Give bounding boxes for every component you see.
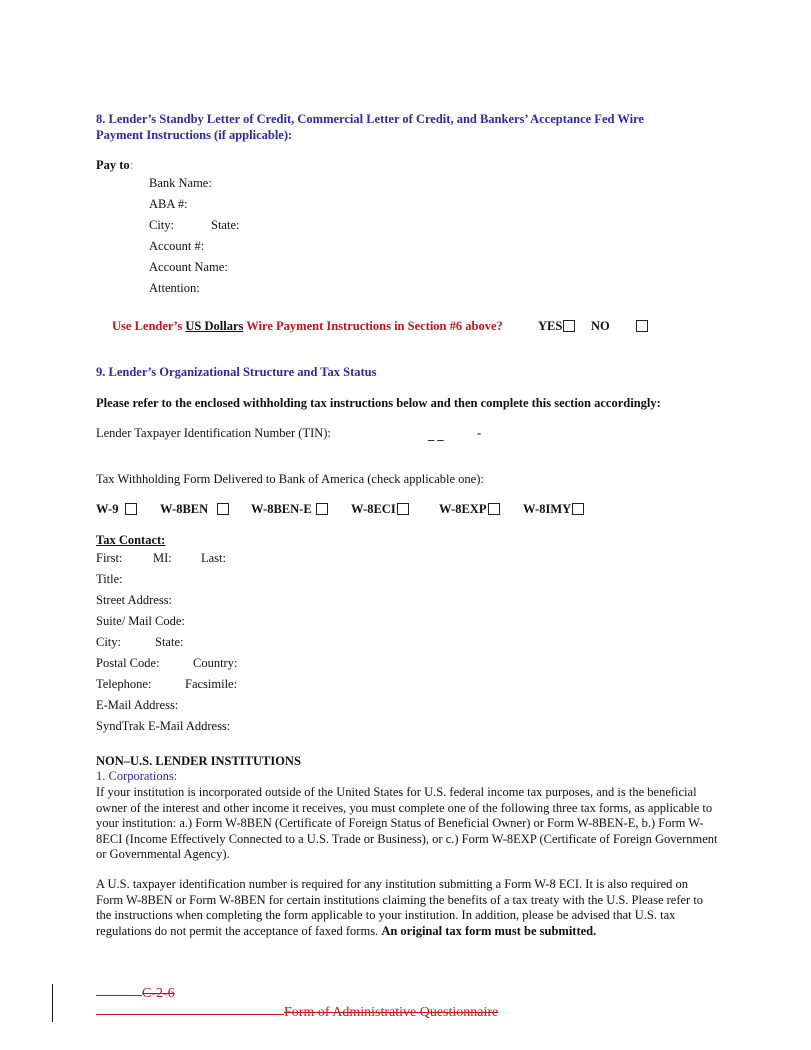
title-field[interactable]: Title:	[96, 572, 123, 586]
contact-state-field[interactable]: State:	[155, 635, 184, 649]
non-us-heading: NON–U.S. LENDER INSTITUTIONS	[96, 754, 301, 768]
last-field[interactable]: Last:	[201, 551, 226, 565]
form-label: W-8EXP	[439, 502, 487, 516]
first-field[interactable]: First:	[96, 551, 123, 565]
yes-checkbox[interactable]	[563, 320, 575, 332]
footer-strike-line-2	[96, 1014, 284, 1015]
corporations-paragraph: If your institution is incorporated outside of the United States for U.S. federal income tax purposes, and is the beneficial owner of the interest and other income it receives, you must complete one of the following three tax forms, as applicable to your institution: a.) Form W-8BEN (Certificate of Foreign Status of Beneficial Owner) or Form W-8BEN-E, b.) Form W-8ECI (Income Effectively Connected to a U.S. Trade or Business), or c.) Form W-8EXP (Certificate of Foreign Government or Governmental Agency).	[96, 785, 718, 862]
no-checkbox[interactable]	[636, 320, 648, 332]
para2-bold-text: An original tax form must be submitted.	[381, 923, 597, 938]
account-name-field[interactable]: Account Name:	[149, 260, 228, 274]
pay-to-text: Pay to	[96, 158, 130, 172]
tin-input-separator[interactable]: -	[477, 426, 482, 440]
form-label: W-8IMY	[523, 502, 572, 516]
aba-field[interactable]: ABA #:	[149, 197, 188, 211]
w8imy-checkbox[interactable]	[572, 503, 584, 515]
form-label: W-8ECI	[351, 502, 396, 516]
form-label: W-9	[96, 502, 119, 516]
corporations-subheading: 1. Corporations:	[96, 769, 178, 783]
suite-field[interactable]: Suite/ Mail Code:	[96, 614, 185, 628]
para2-text: A U.S. taxpayer identification number is required for any institution submitting a Form W-8 ECI. It is also required on Form W-8BEN or Form W-8BEN for certain institutions claiming the benefits of a tax treaty with the U.S. Please refer to the instructions when completing the form applicable to your institution. In addition, please be advised that U.S. tax regulations do not permit the acceptance of faxed forms.	[96, 877, 704, 938]
w8eci-checkbox[interactable]	[397, 503, 409, 515]
w8exp-checkbox[interactable]	[488, 503, 500, 515]
bank-name-field[interactable]: Bank Name:	[149, 176, 212, 190]
yes-option[interactable]	[538, 319, 575, 334]
telephone-field[interactable]: Telephone:	[96, 677, 152, 691]
w8ben-e-checkbox[interactable]	[316, 503, 328, 515]
street-field[interactable]: Street Address:	[96, 593, 173, 607]
form-option-w8ben-e[interactable]	[251, 502, 328, 517]
mi-field[interactable]: MI:	[153, 551, 172, 565]
revision-bar	[52, 984, 53, 1022]
page-code: C-2-6	[142, 986, 175, 1001]
question-part1: Use Lender’s	[112, 319, 183, 333]
syndtrak-email-field[interactable]: SyndTrak E-Mail Address:	[96, 719, 231, 733]
footer-strike-line-1	[96, 995, 142, 996]
section8-title-line1: 8. Lender’s Standby Letter of Credit, Commercial Letter of Credit, and Bankers’ Acceptance Fed Wire	[96, 112, 644, 126]
state-field[interactable]: State:	[211, 218, 240, 232]
form-label: W-8BEN-E	[251, 502, 312, 516]
attention-field[interactable]: Attention:	[149, 281, 200, 295]
postal-field[interactable]: Postal Code:	[96, 656, 160, 670]
no-option[interactable]	[636, 319, 648, 334]
email-field[interactable]: E-Mail Address:	[96, 698, 179, 712]
form-option-w8ben[interactable]	[160, 502, 229, 517]
account-number-field[interactable]: Account #:	[149, 239, 205, 253]
form-option-w9[interactable]	[96, 502, 137, 517]
contact-city-field[interactable]: City:	[96, 635, 122, 649]
country-field[interactable]: Country:	[193, 656, 238, 670]
section9-title: 9. Lender’s Organizational Structure and Tax Status	[96, 365, 377, 379]
tax-contact-heading: Tax Contact:	[96, 533, 166, 547]
usd-wire-question	[112, 319, 503, 334]
pay-to-colon: :	[129, 158, 134, 172]
w8ben-checkbox[interactable]	[217, 503, 229, 515]
question-part2: Wire Payment Instructions in Section #6 above?	[246, 319, 503, 333]
yes-label: YES	[538, 319, 563, 333]
tin-label: Lender Taxpayer Identification Number (TIN):	[96, 426, 331, 440]
w9-checkbox[interactable]	[125, 503, 137, 515]
city-field[interactable]: City:	[149, 218, 175, 232]
no-label: NO	[591, 319, 610, 333]
form-option-w8imy[interactable]	[523, 502, 584, 517]
form-label: W-8BEN	[160, 502, 209, 516]
tin-requirement-paragraph	[96, 877, 718, 939]
pay-to-label	[96, 158, 133, 173]
section9-instruction: Please refer to the enclosed withholding tax instructions below and then complete this section accordingly:	[96, 396, 661, 410]
footer-form-title: Form of Administrative Questionnaire	[284, 1005, 499, 1020]
question-underlined: US Dollars	[185, 319, 244, 333]
form-option-w8exp[interactable]	[439, 502, 500, 517]
form-option-w8eci[interactable]	[351, 502, 409, 517]
section8-title-line2: Payment Instructions (if applicable):	[96, 128, 293, 142]
tin-input-part1[interactable]: _ _	[428, 428, 444, 442]
tax-form-label: Tax Withholding Form Delivered to Bank of America (check applicable one):	[96, 472, 484, 486]
facsimile-field[interactable]: Facsimile:	[185, 677, 238, 691]
